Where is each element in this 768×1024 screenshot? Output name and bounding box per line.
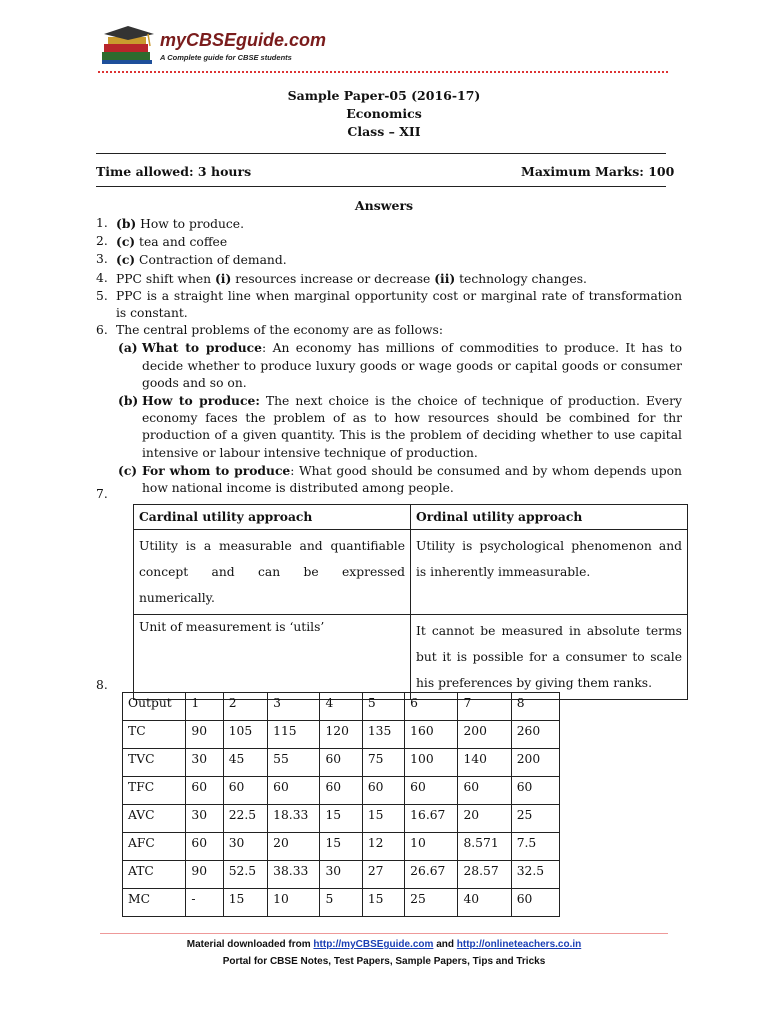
table-header-cell: Ordinal utility approach [411, 505, 688, 530]
table-cell: 10 [405, 833, 458, 861]
table-cell: 160 [405, 721, 458, 749]
table-row [123, 777, 560, 805]
table-cell: 15 [362, 889, 404, 917]
table-cell: 60 [362, 777, 404, 805]
table-cell: 25 [511, 805, 559, 833]
answer-number: 3. [96, 252, 108, 267]
table-cell: 55 [268, 749, 320, 777]
table-cell: 90 [186, 721, 223, 749]
table-cell: 15 [362, 805, 404, 833]
table-cell: 200 [511, 749, 559, 777]
table-header-cell: 8 [511, 693, 559, 721]
table-cell: 140 [458, 749, 511, 777]
table-cell: TC [123, 721, 186, 749]
table-row [123, 749, 560, 777]
answer-option: (c) [116, 234, 136, 250]
utility-comparison-table [133, 504, 688, 700]
answer-option: (c) [116, 252, 136, 268]
table-cell: 38.33 [268, 861, 320, 889]
table-cell: 90 [186, 861, 223, 889]
mycbseguide-link[interactable]: http://myCBSEguide.com [313, 939, 434, 950]
table-row [123, 805, 560, 833]
sub-heading: For whom to produce [142, 462, 291, 478]
table-cell: 16.67 [405, 805, 458, 833]
answer-2 [96, 233, 682, 251]
table-cell: 28.57 [458, 861, 511, 889]
footer-text: and [433, 939, 457, 950]
table-cell: 15 [320, 805, 362, 833]
answer-number: 1. [96, 216, 108, 230]
table-cell: 60 [320, 777, 362, 805]
answer-7-number: 7. [96, 487, 108, 501]
table-cell: 22.5 [223, 805, 267, 833]
logo-tagline: A Complete guide for CBSE students [160, 53, 292, 62]
table-cell: Utility is psychological phenomenon and is inherently immeasurable. [411, 530, 688, 615]
answer-text: resources increase or decrease [231, 271, 435, 286]
footer-text: Material downloaded from [186, 939, 314, 950]
table-cell: TFC [123, 777, 186, 805]
subject-title: Economics [346, 106, 422, 121]
sub-heading: What to produce [142, 340, 262, 356]
answer-6b [118, 392, 682, 462]
table-header-row [123, 693, 560, 721]
answer-number: 4. [96, 270, 108, 285]
sub-heading: How to produce: [142, 393, 260, 409]
sub-label: (a) [118, 340, 138, 356]
table-cell: 115 [268, 721, 320, 749]
table-cell: 15 [223, 889, 267, 917]
table-cell: Unit of measurement is ‘utils’ [134, 615, 411, 700]
table-cell: It cannot be measured in absolute terms but it is possible for a consumer to scale his preferences by giving them ranks. [411, 615, 688, 700]
table-header-cell: Output [123, 693, 186, 721]
table-cell: 105 [223, 721, 267, 749]
footer-divider [100, 933, 668, 934]
meta-bottom-rule [96, 186, 666, 187]
table-row [123, 889, 560, 917]
table-cell: 7.5 [511, 833, 559, 861]
table-cell: 25 [405, 889, 458, 917]
time-allowed: Time allowed: 3 hours [96, 164, 252, 179]
answer-6a [118, 339, 682, 392]
table-cell: 60 [186, 833, 223, 861]
sub-text: : What good should be consumed and by whom depends upon how national income is distributed among people. [142, 463, 682, 496]
answer-text: technology changes. [455, 271, 587, 286]
table-header-cell: 2 [223, 693, 267, 721]
cost-table [122, 692, 560, 917]
table-cell: MC [123, 889, 186, 917]
table-header-cell: 4 [320, 693, 362, 721]
table-cell: 30 [186, 805, 223, 833]
table-cell: 200 [458, 721, 511, 749]
answer-3 [96, 251, 682, 269]
sub-label: (c) [118, 462, 138, 478]
table-cell: ATC [123, 861, 186, 889]
table-cell: Utility is a measurable and quantifiable concept and can be expressed numerically. [134, 530, 411, 615]
table-cell: 40 [458, 889, 511, 917]
table-header-cell: Cardinal utility approach [134, 505, 411, 530]
table-cell: TVC [123, 749, 186, 777]
table-header-cell: 1 [186, 693, 223, 721]
table-header-cell: 3 [268, 693, 320, 721]
table-cell: 8.571 [458, 833, 511, 861]
table-cell: AVC [123, 805, 186, 833]
table-header-row [134, 505, 688, 530]
table-cell: AFC [123, 833, 186, 861]
table-cell: - [186, 889, 223, 917]
table-row [123, 721, 560, 749]
table-cell: 100 [405, 749, 458, 777]
table-cell: 30 [186, 749, 223, 777]
table-cell: 30 [320, 861, 362, 889]
table-cell: 260 [511, 721, 559, 749]
table-cell: 10 [268, 889, 320, 917]
answer-option: (b) [116, 216, 137, 231]
table-cell: 60 [268, 777, 320, 805]
footer-tagline: Portal for CBSE Notes, Test Papers, Sample Papers, Tips and Tricks [222, 956, 546, 967]
table-header-cell: 7 [458, 693, 511, 721]
answer-number: 2. [96, 234, 108, 249]
answer-1 [96, 215, 682, 233]
table-cell: 30 [223, 833, 267, 861]
answer-6 [96, 322, 682, 339]
onlineteachers-link[interactable]: http://onlineteachers.co.in [456, 939, 582, 950]
table-cell: 60 [511, 889, 559, 917]
answers-list [96, 215, 682, 497]
table-cell: 60 [223, 777, 267, 805]
table-cell: 120 [320, 721, 362, 749]
maximum-marks: Maximum Marks: 100 [521, 164, 675, 179]
table-cell: 52.5 [223, 861, 267, 889]
table-cell: 26.67 [405, 861, 458, 889]
table-cell: 15 [320, 833, 362, 861]
sub-text: : An economy has millions of commodities to produce. It has to decide whether to produce luxury goods or wage goods or capital goods or consumer goods and so on. [142, 341, 682, 390]
answer-marker: (i) [214, 270, 232, 286]
answers-heading: Answers [354, 198, 414, 213]
meta-top-rule [96, 153, 666, 154]
answer-5 [96, 288, 682, 322]
table-cell: 12 [362, 833, 404, 861]
table-cell: 135 [362, 721, 404, 749]
table-cell: 32.5 [511, 861, 559, 889]
table-cell: 75 [362, 749, 404, 777]
answer-6c [118, 462, 682, 497]
table-cell: 20 [268, 833, 320, 861]
answer-text: PPC shift when [116, 271, 215, 286]
table-row [123, 861, 560, 889]
class-title: Class – XII [347, 124, 421, 139]
answer-text: The central problems of the economy are as follows: [116, 323, 443, 338]
table-cell: 60 [186, 777, 223, 805]
answer-number: 5. [96, 288, 108, 303]
table-cell: 60 [320, 749, 362, 777]
table-row [134, 615, 688, 700]
table-cell: 60 [458, 777, 511, 805]
answer-8-number: 8. [96, 678, 108, 692]
answer-text: Contraction of demand. [135, 253, 287, 268]
answer-text: PPC is a straight line when marginal opportunity cost or marginal rate of transformation is constant. [116, 288, 682, 321]
sub-label: (b) [118, 393, 139, 409]
table-header-cell: 6 [405, 693, 458, 721]
table-cell: 45 [223, 749, 267, 777]
table-cell: 60 [511, 777, 559, 805]
answer-marker: (ii) [434, 270, 456, 286]
table-cell: 20 [458, 805, 511, 833]
sub-text: The next choice is the choice of technique of production. Every economy faces the problem of as to how resources should be combined for thr production of a given quantity. This is the problem of deciding whether to use capital intensive or labour intensive technique of production. [142, 394, 682, 460]
table-row [123, 833, 560, 861]
table-cell: 18.33 [268, 805, 320, 833]
answer-text: tea and coffee [135, 235, 228, 250]
table-header-cell: 5 [362, 693, 404, 721]
books-icon [98, 24, 158, 70]
answer-4 [96, 270, 682, 288]
header-divider [98, 71, 668, 73]
table-cell: 60 [405, 777, 458, 805]
answer-number: 6. [96, 323, 108, 338]
answer-text: How to produce. [136, 217, 244, 231]
table-cell: 5 [320, 889, 362, 917]
footer-source [0, 939, 768, 950]
table-cell: 27 [362, 861, 404, 889]
logo-name: myCBSEguide.com [160, 30, 327, 50]
paper-title: Sample Paper-05 (2016-17) [287, 88, 481, 103]
table-row [134, 530, 688, 615]
